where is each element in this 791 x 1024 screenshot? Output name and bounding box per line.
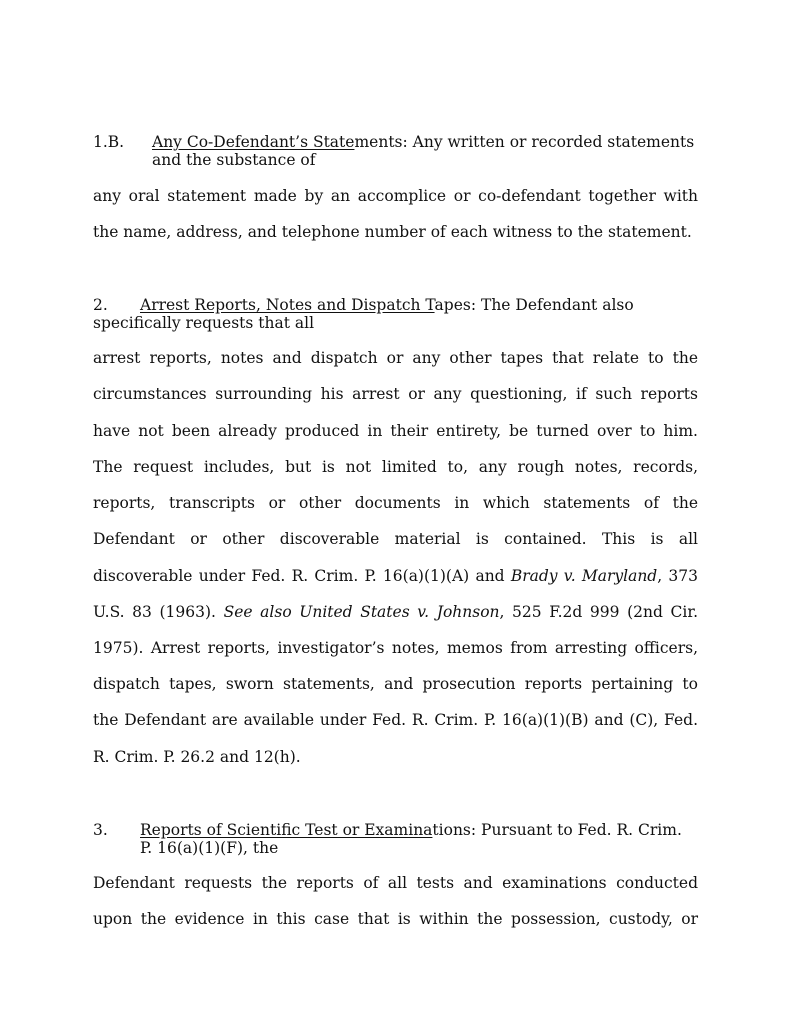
section-heading-underlined: Reports of Scientific Test or Examina	[140, 821, 433, 839]
section-1b-heading	[93, 133, 703, 169]
citation-text: discoverable under Fed. R. Crim. P. 16(a)(1)(A) and	[93, 567, 511, 585]
body-line: any oral statement made by an accomplice or co-defendant together with	[93, 187, 698, 205]
body-line: Defendant requests the reports of all tests and examinations conducted	[93, 874, 698, 892]
body-line: the name, address, and telephone number of each witness to the statement.	[93, 223, 692, 241]
body-line: reports, transcripts or other documents in which statements of the	[93, 494, 698, 512]
section-heading-continuation: specifically requests that all	[93, 314, 315, 332]
body-line-citation	[93, 602, 698, 622]
body-line: circumstances surrounding his arrest or any questioning, if such reports	[93, 385, 698, 403]
body-line: 1975). Arrest reports, investigator’s notes, memos from arresting officers,	[93, 639, 698, 657]
body-line: dispatch tapes, sworn statements, and prosecution reports pertaining to	[93, 675, 698, 693]
section-heading-line	[93, 133, 703, 151]
body-line: R. Crim. P. 26.2 and 12(h).	[93, 748, 301, 766]
section-heading-line	[93, 296, 703, 314]
section-heading-continuation: P. 16(a)(1)(F), the	[140, 839, 279, 857]
section-3-heading	[93, 821, 703, 857]
section-heading-underlined: Any Co-Defendant’s State	[152, 133, 355, 151]
case-name: See also United States v. Johnson	[223, 603, 500, 621]
body-line: arrest reports, notes and dispatch or any other tapes that relate to the	[93, 349, 698, 367]
section-heading-continuation: and the substance of	[152, 151, 316, 169]
citation-text: , 373	[657, 567, 698, 585]
section-heading-rest: tions: Pursuant to Fed. R. Crim.	[432, 821, 682, 839]
body-line: The request includes, but is not limited to, any rough notes, records,	[93, 458, 698, 476]
case-name: Brady v. Maryland	[510, 567, 658, 585]
section-heading-line	[93, 821, 703, 839]
body-line: the Defendant are available under Fed. R. Crim. P. 16(a)(1)(B) and (C), Fed.	[93, 711, 698, 729]
citation-text: , 525 F.2d 999 (2nd Cir.	[499, 603, 698, 621]
section-2-heading	[93, 296, 703, 332]
section-heading-rest: apes: The Defendant also	[434, 296, 634, 314]
section-heading-underlined: Arrest Reports, Notes and Dispatch T	[140, 296, 435, 314]
section-number: 3.	[93, 821, 108, 839]
section-number: 2.	[93, 296, 108, 314]
section-number: 1.B.	[93, 133, 125, 151]
citation-text: U.S. 83 (1963).	[93, 603, 224, 621]
body-line: Defendant or other discoverable material is contained. This is all	[93, 530, 698, 548]
body-line-citation	[93, 566, 698, 586]
body-line: have not been already produced in their entirety, be turned over to him.	[93, 422, 698, 440]
section-heading-rest: ments: Any written or recorded statements	[354, 133, 695, 151]
body-line: upon the evidence in this case that is within the possession, custody, or	[93, 910, 698, 928]
